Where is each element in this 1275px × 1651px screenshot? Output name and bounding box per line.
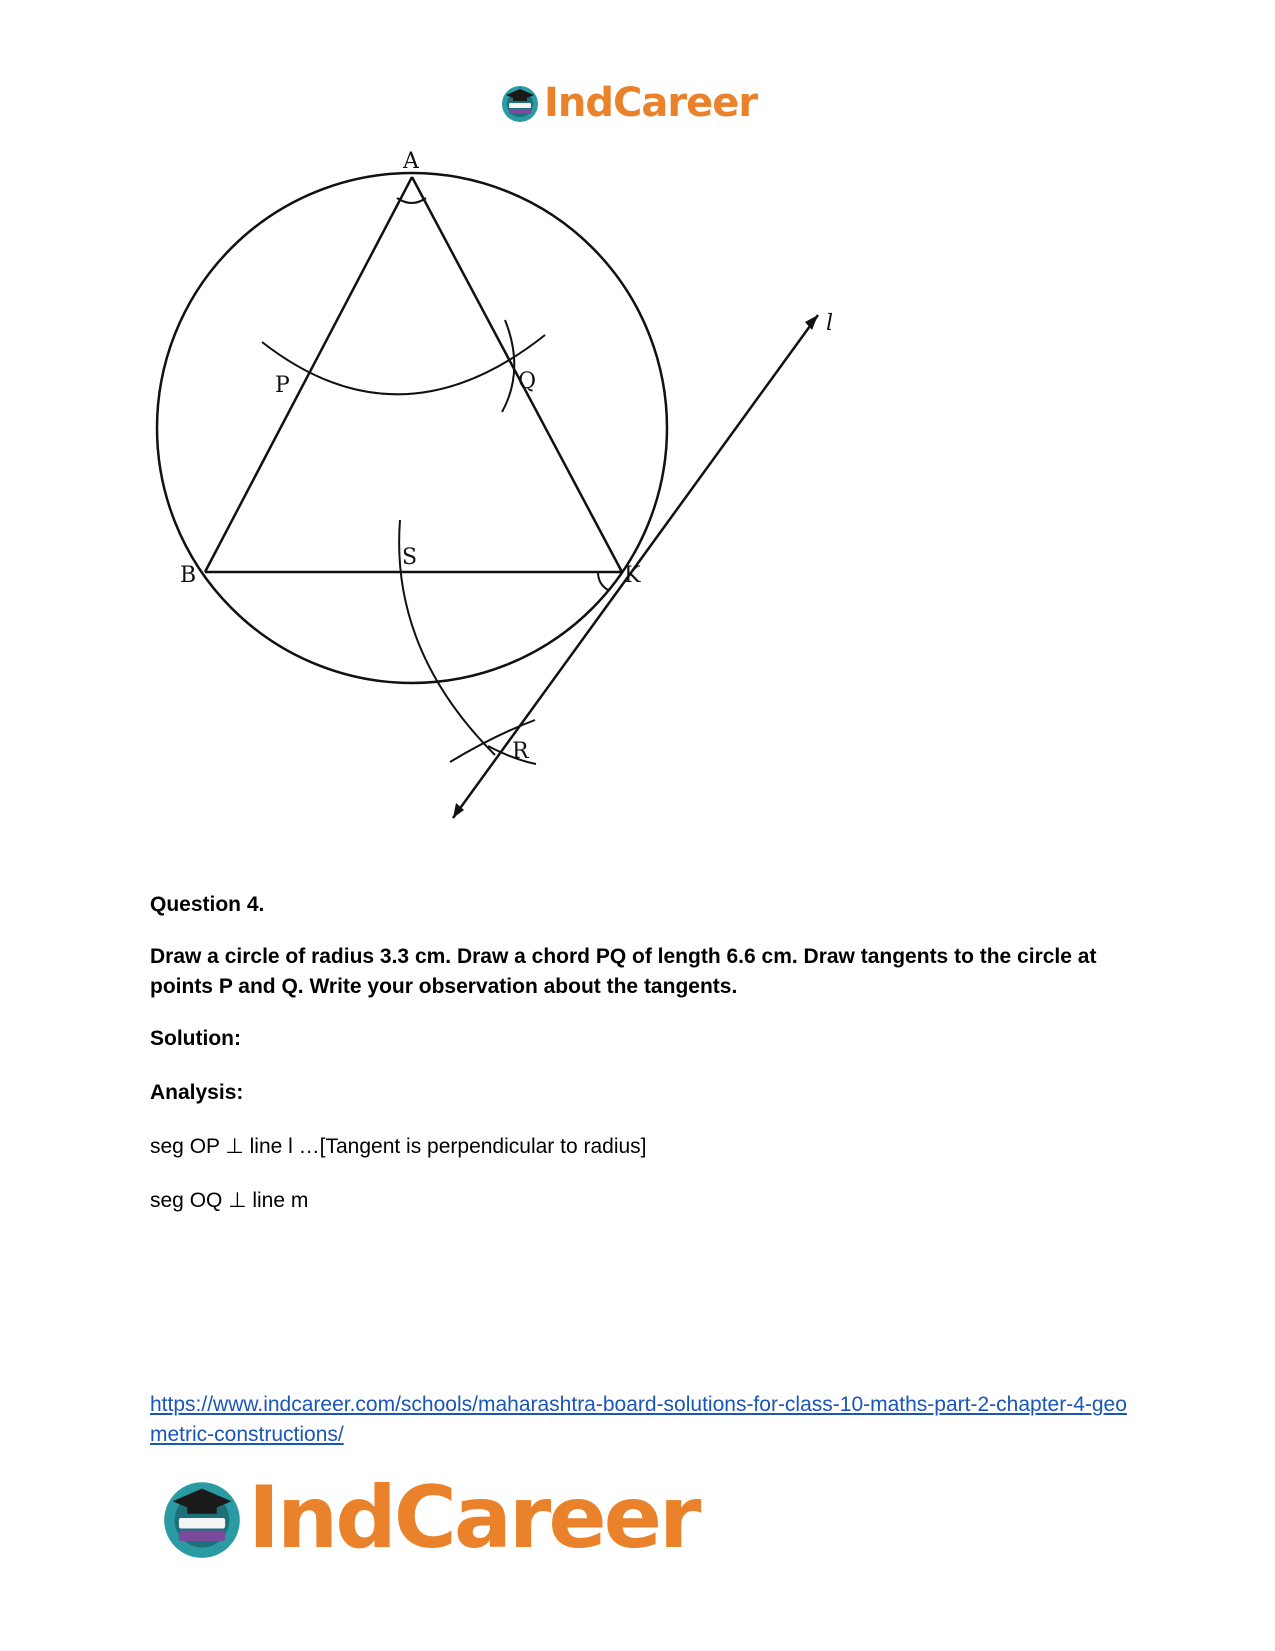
circle — [157, 173, 667, 683]
construction-figure — [150, 150, 870, 860]
angle-k — [598, 572, 608, 590]
indcareer-logo-bottom — [160, 1468, 698, 1568]
analysis-label: Analysis: — [150, 1081, 244, 1104]
arc-pq — [262, 335, 545, 394]
label-a: A — [403, 150, 419, 174]
label-q: Q — [518, 369, 537, 394]
side-ak — [412, 177, 622, 572]
side-ab — [205, 177, 412, 572]
label-k: K — [624, 563, 641, 588]
label-r: R — [512, 739, 529, 764]
question-heading: Question 4. — [150, 893, 265, 916]
indcareer-logo-top — [500, 80, 757, 126]
analysis-line-1: seg OP ⊥ line l …[Tangent is perpendicular to radius] — [150, 1135, 647, 1158]
logo-text: IndCareer — [248, 1468, 699, 1568]
arrow-head-l — [805, 315, 818, 330]
graduate-cap-icon — [160, 1476, 244, 1560]
question-text: Draw a circle of radius 3.3 cm. Draw a chord PQ of length 6.6 cm. Draw tangents to the circle at points P and Q. Write your observation about the tangents. — [150, 945, 1097, 998]
label-l: l — [826, 311, 834, 336]
label-s: S — [402, 545, 418, 570]
graduate-cap-icon — [500, 83, 540, 123]
logo-text: IndCareer — [544, 80, 758, 126]
source-link[interactable]: https://www.indcareer.com/schools/maharashtra-board-solutions-for-class-10-maths-part-2-chapter-4-geometric-constructions/ — [150, 1393, 1127, 1446]
label-p: P — [275, 373, 290, 398]
solution-label: Solution: — [150, 1027, 241, 1050]
label-b: B — [180, 563, 197, 588]
analysis-line-2: seg OQ ⊥ line m — [150, 1189, 309, 1212]
